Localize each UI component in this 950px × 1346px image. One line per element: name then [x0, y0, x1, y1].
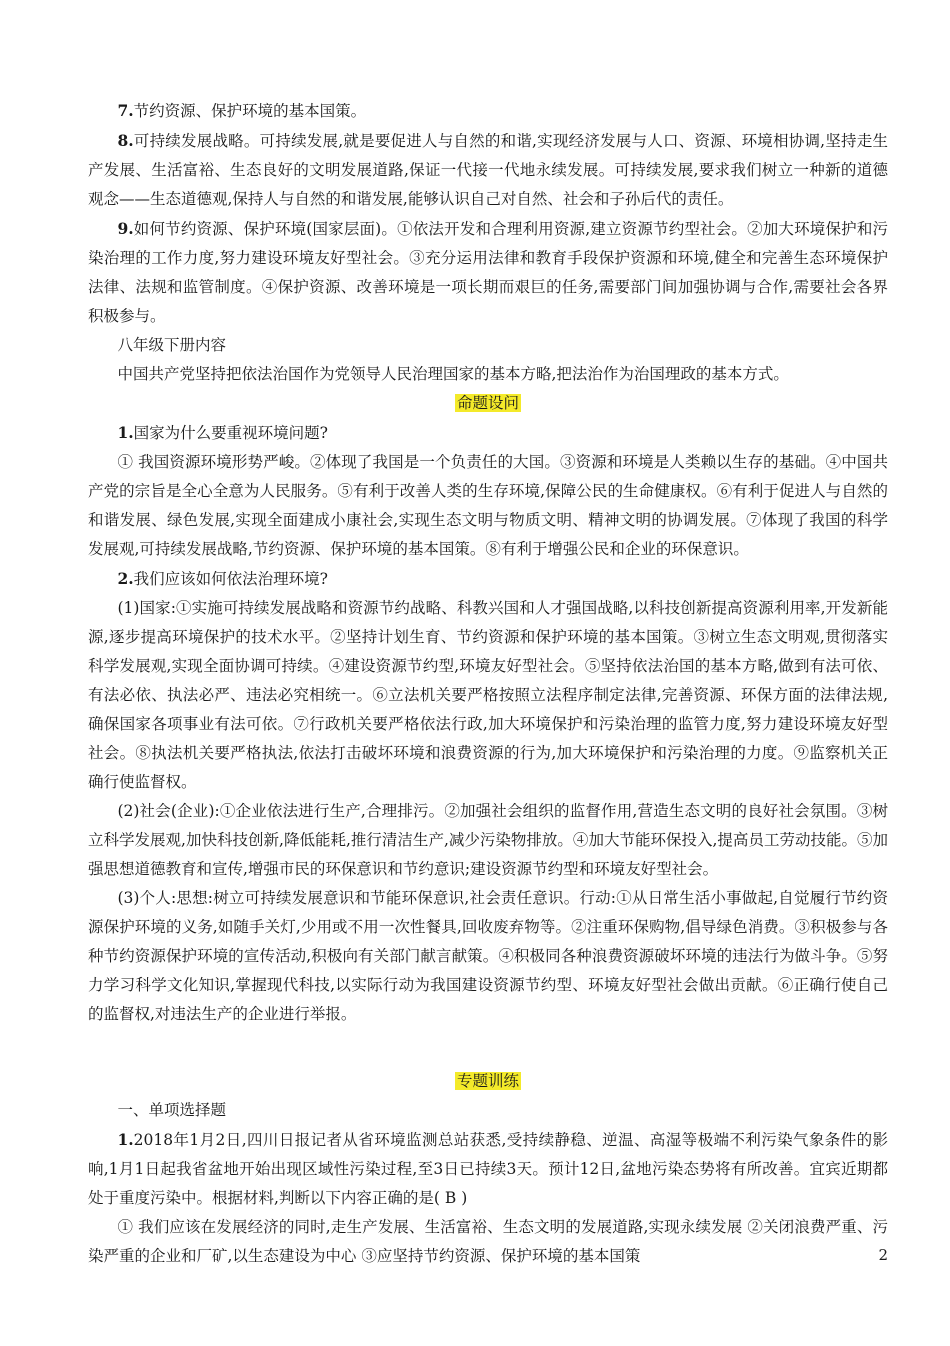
paragraph-8 — [88, 126, 888, 214]
part-title: 一、单项选择题 — [117, 1101, 226, 1119]
document-body — [88, 96, 888, 1271]
question-number: 1. — [117, 423, 134, 442]
item-number: 9. — [117, 219, 134, 238]
answer-society: (2)社会(企业):①企业依法进行生产,合理排污。②加强社会组织的监督作用,营造生态文明的良好社会氛围。③树立科学发展观,加快科技创新,降低能耗,推行清洁生产,减少污染物排放。④加大节能环保投入,提高员工劳动技能。⑤加强思想道德教育和宣传,增强市民的环保意识和节约意识;建设资源节约型和环境友好型社会。 — [88, 802, 888, 878]
page-number: 2 — [878, 1246, 888, 1264]
section-title-training — [88, 1067, 888, 1096]
question-1 — [88, 418, 888, 448]
question-text: 我们应该如何依法治理环境? — [133, 570, 328, 588]
section-title-highlight: 命题设问 — [456, 394, 519, 412]
item-number: 8. — [117, 131, 134, 150]
question-2 — [88, 564, 888, 594]
grade8-heading: 八年级下册内容 — [117, 336, 226, 354]
answer-nation: (1)国家:①实施可持续发展战略和资源节约战略、科教兴国和人才强国战略,以科技创新提高资源利用率,开发新能源,逐步提高环境保护的技术水平。②坚持计划生育、节约资源和保护环境的基本国策。③树立生态文明观,贯彻落实科学发展观,实现全面协调可持续。④建设资源节约型,环境友好型社会。⑤坚持依法治国的基本方略,做到有法可依、有法必依、执法必严、违法必究相统一。⑥立法机关要严格按照立法程序制定法律,完善资源、环保方面的法律法规,确保国家各项事业有法可依。⑦行政机关要严格依法行政,加大环境保护和污染治理的监管力度,努力建设环境友好型社会。⑧执法机关要严格执法,依法打击破坏环境和浪费资源的行为,加大环境保护和污染治理的力度。⑨监察机关正确行使监督权。 — [88, 599, 888, 791]
question-number: 2. — [117, 569, 134, 588]
section-title-questions — [88, 389, 888, 418]
spacer — [88, 1029, 888, 1067]
section-title-highlight: 专题训练 — [456, 1072, 519, 1090]
item-text: 节约资源、保护环境的基本国策。 — [133, 102, 367, 120]
paragraph-9 — [88, 214, 888, 331]
question-text: 2018年1月2日,四川日报记者从省环境监测总站获悉,受持续静稳、逆温、高湿等极端不利污染气象条件的影响,1月1日起我省盆地开始出现区域性污染过程,至3日已持续3天。预计12日,盆地污染态势将有所改善。宜宾近期都处于重度污染中。根据材料,判断以下内容正确的是( B ) — [88, 1131, 888, 1207]
item-number: 7. — [117, 101, 134, 120]
question-number: 1. — [117, 1130, 134, 1149]
item-text: 如何节约资源、保护环境(国家层面)。①依法开发和合理利用资源,建立资源节约型社会。②加大环境保护和污染治理的工作力度,努力建设环境友好型社会。③充分运用法律和教育手段保护资源和环境,健全和完善生态环境保护法律、法规和监管制度。④保护资源、改善环境是一项长期而艰巨的任务,需要部门间加强协调与合作,需要社会各界积极参与。 — [88, 220, 888, 325]
question-1-answer: ① 我国资源环境形势严峻。②体现了我国是一个负责任的大国。③资源和环境是人类赖以生存的基础。④中国共产党的宗旨是全心全意为人民服务。⑤有利于改善人类的生存环境,保障公民的生命健康权。⑥有利于促进人与自然的和谐发展、绿色发展,实现全面建成小康社会,实现生态文明与物质文明、精神文明的协调发展。⑦体现了我国的科学发展观,可持续发展战略,节约资源、保护环境的基本国策。⑧有利于增强公民和企业的环保意识。 — [88, 453, 888, 558]
question-text: 国家为什么要重视环境问题? — [133, 424, 328, 442]
item-text: 可持续发展战略。可持续发展,就是要促进人与自然的和谐,实现经济发展与人口、资源、环境相协调,坚持走生产发展、生活富裕、生态良好的文明发展道路,保证一代接一代地永续发展。可持续发展,要求我们树立一种新的道德观念——生态道德观,保持人与自然的和谐发展,能够认识自己对自然、社会和子孙后代的责任。 — [88, 132, 888, 208]
mc-question-1 — [88, 1125, 888, 1213]
mc-question-1-options: ① 我们应该在发展经济的同时,走生产发展、生活富裕、生态文明的发展道路,实现永续发展 ②关闭浪费严重、污染严重的企业和厂矿,以生态建设为中心 ③应坚持节约资源、保护环境的基本国策 — [88, 1218, 888, 1265]
paragraph-7 — [88, 96, 888, 126]
answer-individual: (3)个人:思想:树立可持续发展意识和节能环保意识,社会责任意识。行动:①从日常生活小事做起,自觉履行节约资源保护环境的义务,如随手关灯,少用或不用一次性餐具,回收废弃物等。②注重环保购物,倡导绿色消费。③积极参与各种节约资源保护环境的宣传活动,积极向有关部门献言献策。④积极同各种浪费资源破坏环境的违法行为做斗争。⑤努力学习科学文化知识,掌握现代科技,以实际行动为我国建设资源节约型、环境友好型社会做出贡献。⑥正确行使自己的监督权,对违法生产的企业进行举报。 — [88, 889, 888, 1023]
grade8-text: 中国共产党坚持把依法治国作为党领导人民治理国家的基本方略,把法治作为治国理政的基本方式。 — [117, 365, 789, 383]
